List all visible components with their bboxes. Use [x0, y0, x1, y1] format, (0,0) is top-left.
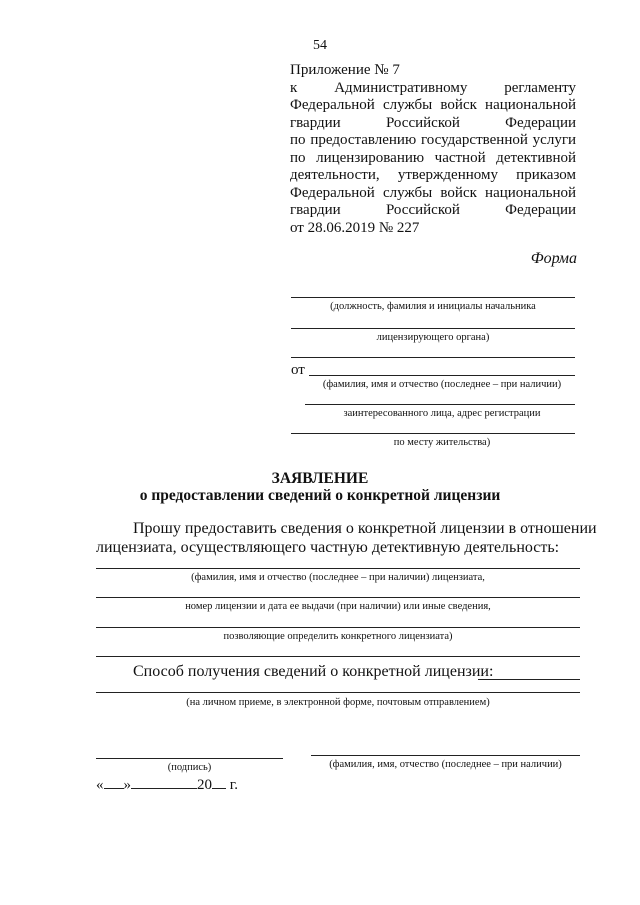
appendix-line: Федеральной службы войск национальной: [290, 97, 576, 113]
form-label: Форма: [530, 250, 577, 267]
applicant-line[interactable]: [291, 433, 575, 434]
method-line[interactable]: [96, 692, 580, 693]
date-field: [96, 774, 238, 794]
method-caption: (на личном приеме, в электронной форме, почтовым отправлением): [186, 697, 490, 708]
appendix-line: от 28.06.2019 № 227: [290, 219, 420, 236]
addressee-caption: лицензирующего органа): [376, 332, 490, 343]
applicant-caption: по месту жительства): [393, 437, 491, 448]
licensee-line[interactable]: [96, 627, 580, 628]
addressee-line[interactable]: [291, 328, 575, 329]
appendix-block: [290, 62, 576, 237]
document-title: ЗАЯВЛЕНИЕ: [271, 470, 369, 487]
date-month-blank[interactable]: [131, 774, 197, 789]
date-year-prefix: 20: [197, 777, 212, 793]
appendix-line: по предоставлению государственной услуги: [290, 132, 576, 148]
name-caption: (фамилия, имя, отчество (последнее – при наличии): [329, 759, 562, 770]
applicant-line[interactable]: [305, 404, 575, 405]
licensee-line[interactable]: [96, 656, 580, 657]
appendix-line: по лицензированию частной детективной: [290, 149, 576, 166]
appendix-line: Федеральной службы войск национальной: [290, 184, 576, 201]
appendix-line: Приложение № 7: [290, 62, 400, 78]
page-number: 54: [313, 38, 327, 53]
addressee-caption: (должность, фамилия и инициалы начальника: [330, 301, 536, 312]
addressee-line[interactable]: [291, 357, 575, 358]
licensee-caption: номер лицензии и дата ее выдачи (при наличии) или иные сведения,: [185, 601, 491, 612]
appendix-line: гвардии Российской Федерации: [290, 202, 576, 218]
date-open-quote: «: [96, 777, 104, 793]
date-close-quote: »: [123, 777, 131, 793]
date-year-suffix: г.: [229, 777, 238, 793]
signature-caption: (подпись): [167, 762, 212, 773]
licensee-caption: позволяющие определить конкретного лицензиата): [223, 631, 453, 642]
licensee-caption: (фамилия, имя и отчество (последнее – при наличии) лицензиата,: [191, 572, 485, 583]
applicant-caption: заинтересованного лица, адрес регистрации: [343, 408, 541, 419]
appendix-line: гвардии Российской Федерации: [290, 114, 576, 131]
addressee-line[interactable]: [291, 297, 575, 298]
date-day-blank[interactable]: [104, 774, 124, 789]
appendix-line: деятельности, утвержденному приказом: [290, 167, 576, 183]
from-label: от: [291, 362, 305, 378]
applicant-caption: (фамилия, имя и отчество (последнее – при наличии): [322, 379, 562, 390]
licensee-line[interactable]: [96, 597, 580, 598]
document-subtitle: о предоставлении сведений о конкретной лицензии: [139, 487, 501, 504]
request-line-2: лицензиата, осуществляющего частную детективную деятельность:: [96, 539, 560, 556]
signature-line[interactable]: [96, 758, 283, 759]
name-line[interactable]: [311, 755, 580, 756]
appendix-line: к Административному регламенту: [290, 79, 576, 96]
method-short-line[interactable]: [478, 679, 580, 680]
applicant-line[interactable]: [309, 375, 575, 376]
date-year-blank[interactable]: [212, 774, 226, 789]
request-line-1: Прошу предоставить сведения о конкретной лицензии в отношении: [133, 520, 597, 537]
licensee-line[interactable]: [96, 568, 580, 569]
method-label: Способ получения сведений о конкретной лицензии:: [133, 663, 494, 680]
